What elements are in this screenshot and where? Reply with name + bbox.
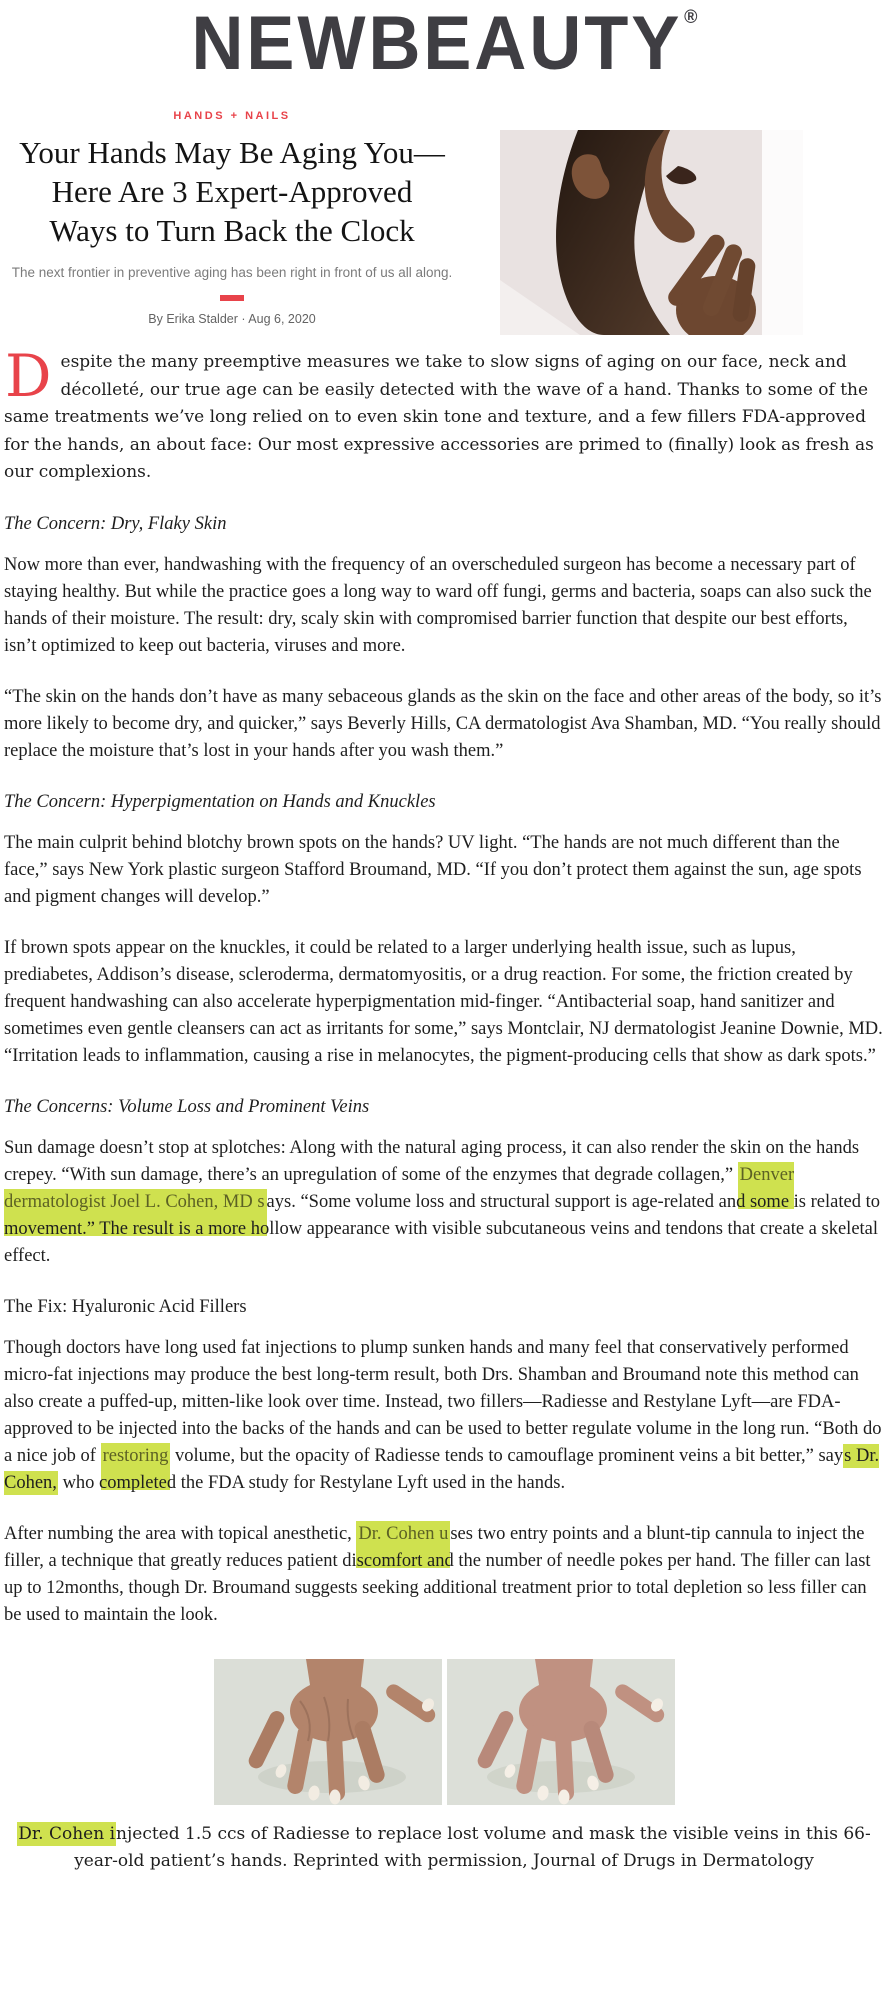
intro-text: espite the many preemptive measures we take to slow signs of aging on our face, neck and décolleté, our true age can be easily detected with the wave of a hand. Thanks to some of the same treatments we’ve long relied on to even skin tone and texture, and a few fillers FDA-approved for the hands, an about face: Our most expressive accessories are primed to (finally) look as fresh as our complexions. <box>4 352 874 482</box>
after-hand-photo <box>447 1659 675 1805</box>
figure-caption: Dr. Cohen injected 1.5 ccs of Radiesse to replace lost volume and mask the visible veins in this 66-year-old patient’s hands. Reprinted with permission, Journal of Drugs in Dermatology <box>18 1823 871 1871</box>
article-header <box>0 110 889 335</box>
text-highlight: Dr. Cohen i <box>18 1823 116 1844</box>
article-title <box>4 133 460 250</box>
article-paragraph: After numbing the area with topical anesthetic, Dr. Cohen u ses two entry points and a blunt-tip cannula to inject the filler, a technique that greatly reduces patient discomfort and the number of needle pokes per hand. The filler can last up to 12months, though Dr. Broumand suggests seeking additional treatment prior to total depletion so less filler can be used to maintain the look. <box>4 1521 884 1629</box>
section-heading: The Fix: Hyaluronic Acid Fillers <box>4 1296 247 1317</box>
article-paragraph: “The skin on the hands don’t have as many sebaceous glands as the skin on the face and other areas of the body, so it’s more likely to become dry, and quicker,” says Beverly Hills, CA dermatologist Ava Shamban, MD. “You really should replace the moisture that’s lost in your hands after you wash them.” <box>4 686 882 761</box>
article-body <box>0 335 889 1875</box>
after-photo <box>447 1659 675 1805</box>
article-paragraph: If brown spots appear on the knuckles, it could be related to a larger underlying health issue, such as lupus, prediabetes, Addison’s disease, scleroderma, dermatomyositis, or a drug reaction. For some, the friction created by frequent handwashing can also accelerate hyperpigmentation mid-finger. “Antibacterial soap, hand sanitizer and sometimes even gentle cleansers can act as irritants for some,” says Montclair, NJ dermatologist Jeanine Downie, MD. “Irritation leads to inflammation, causing a rise in melanocytes, the pigment-producing cells that show as dark spots.” <box>4 937 883 1066</box>
byline: By Erika Stalder · Aug 6, 2020 <box>148 312 316 326</box>
logo-text: NEWBEAUTY <box>191 1 683 86</box>
text-highlight: Dr. Cohen u <box>356 1521 450 1568</box>
category-tag[interactable]: HANDS + NAILS <box>173 110 291 122</box>
red-dash-divider <box>220 295 244 301</box>
intro-paragraph <box>4 342 884 487</box>
section-heading: The Concerns: Volume Loss and Prominent Veins <box>4 1096 370 1117</box>
article-paragraph: The main culprit behind blotchy brown spots on the hands? UV light. “The hands are not much different than the face,” says New York plastic surgeon Stafford Broumand, MD. “If you don’t protect them against the sun, age spots and pigment changes will develop.” <box>4 832 862 907</box>
text-highlight: s Dr. Cohen, <box>4 1445 880 1493</box>
section-heading: The Concern: Dry, Flaky Skin <box>4 513 227 534</box>
article-paragraph: Now more than ever, handwashing with the frequency of an overscheduled surgeon has become a necessary part of staying healthy. But while the practice goes a long way to ward off fungi, germs and bacteria, soaps can also suck the hands of their moisture. The result: dry, scaly skin with compromised barrier function that despite our best efforts, isn’t optimized to keep out bacteria, viruses and more. <box>4 554 872 656</box>
article-paragraph: Sun damage doesn’t stop at splotches: Along with the natural aging process, it can also render the skin on the hands crepey. “With sun damage, there’s an upregulation of some of the enzymes that degrade collagen,” Denver dermatologist Joel L. Cohen, MD s ays. “Some volume loss and structural support is age-related and some is related to movement.” The result is a more hollow appearance with visible subcutaneous veins and tendons that create a skeletal effect. <box>4 1137 880 1266</box>
newbeauty-logo <box>191 1 698 86</box>
before-hand-photo <box>214 1659 442 1805</box>
drop-cap: D <box>5 342 52 410</box>
article-title-line: Ways to Turn Back the Clock <box>49 213 415 248</box>
registered-trademark-symbol: ® <box>684 7 698 28</box>
before-photo <box>214 1659 442 1805</box>
text-highlight: Denver dermatologist Joel L. Cohen, MD s <box>4 1162 794 1236</box>
article-title-line: Your Hands May Be Aging You— <box>19 135 445 170</box>
article-blocks <box>4 511 884 1629</box>
article-paragraph: Though doctors have long used fat injections to plump sunken hands and many feel that conservatively performed micro-fat injections may produce the best long-term result, both Drs. Shamban and Broumand note this method can also create a puffed-up, mitten-like look over time. Instead, two fillers—Radiesse and Restylane Lyft—are FDA-approved to be injected into the backs of the hands and can be used to better regulate volume in the long run. “Both do a nice job of restoring volume, but the opacity of Radiesse tends to camouflage prominent veins a bit better,” says Dr. Cohen, who completed the FDA study for Restylane Lyft used in the hands. <box>4 1337 882 1493</box>
text-highlight: restoring <box>101 1443 171 1490</box>
article-subtitle: The next frontier in preventive aging has been right in front of us all along. <box>11 265 453 280</box>
article-title-line: Here Are 3 Expert-Approved <box>51 174 413 209</box>
section-heading: The Concern: Hyperpigmentation on Hands and Knuckles <box>4 791 436 812</box>
hero-photo-neck-and-hand <box>500 130 803 335</box>
hero-image <box>500 130 803 335</box>
masthead <box>0 0 889 88</box>
article-header-text <box>4 110 460 335</box>
before-after-figure <box>4 1659 884 1805</box>
